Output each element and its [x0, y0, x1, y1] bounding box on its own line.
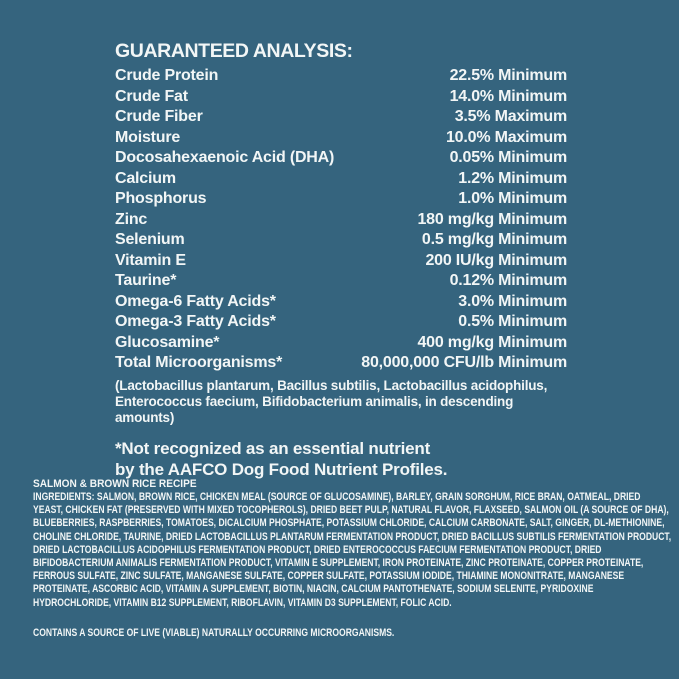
analysis-table — [115, 66, 567, 374]
ingredients-section — [33, 477, 672, 640]
nutrient-value: 80,000,000 CFU/lb Minimum — [361, 354, 567, 371]
nutrient-label: Moisture — [115, 128, 181, 146]
nutrient-value: 0.5 mg/kg Minimum — [421, 231, 567, 248]
nutrient-label: Crude Protein — [115, 67, 219, 84]
analysis-row — [115, 251, 567, 272]
analysis-row — [115, 333, 567, 354]
analysis-row — [115, 210, 567, 231]
nutrient-value: 1.0% Minimum — [458, 190, 567, 207]
nutrient-value: 14.0% Minimum — [449, 87, 567, 105]
nutrient-value: 0.12% Minimum — [449, 272, 567, 289]
nutrient-value: 1.2% Minimum — [458, 169, 567, 187]
nutrient-label: Docosahexaenoic Acid (DHA) — [115, 149, 335, 166]
nutrient-label: Crude Fat — [115, 87, 188, 105]
nutrient-value: 22.5% Minimum — [449, 67, 567, 84]
nutrient-label: Taurine* — [115, 272, 177, 289]
ingredients-paragraph — [33, 491, 672, 610]
nutrient-value: 0.05% Minimum — [449, 149, 567, 166]
analysis-row — [115, 169, 567, 190]
nutrient-value: 180 mg/kg Minimum — [417, 210, 567, 228]
nutrient-label: Omega-3 Fatty Acids* — [115, 313, 276, 330]
analysis-row — [115, 271, 567, 292]
ingredients-line: INGREDIENTS: SALMON, BROWN RICE, CHICKEN MEAL (SOURCE OF GLUCOSAMINE), BARLEY, GRAIN SORGHUM, RICE BRAN, OATMEAL, DRIED — [33, 491, 641, 503]
analysis-row — [115, 128, 567, 149]
microorganism-species-note-line: (Lactobacillus plantarum, Bacillus subtilis, Lactobacillus acidophilus, — [115, 377, 548, 393]
nutrient-value: 200 IU/kg Minimum — [425, 251, 567, 269]
nutrient-label: Total Microorganisms* — [115, 354, 283, 371]
analysis-row — [115, 107, 567, 128]
ingredients-line: FERROUS SULFATE, ZINC SULFATE, MANGANESE SULFATE, COPPER SULFATE, POTASSIUM IODIDE, THIAMINE MONONITRATE, MANGANESE — [33, 570, 625, 583]
nutrient-value: 3.0% Minimum — [458, 292, 567, 310]
nutrient-label: Selenium — [115, 231, 185, 248]
nutrient-label: Omega-6 Fatty Acids* — [115, 292, 276, 310]
analysis-row — [115, 230, 567, 251]
analysis-row — [115, 66, 567, 87]
nutrient-value: 0.5% Minimum — [458, 313, 567, 330]
guaranteed-analysis-section — [115, 40, 567, 481]
ingredients-line: CHOLINE CHLORIDE, TAURINE, DRIED LACTOBACILLUS PLANTARUM FERMENTATION PRODUCT, DRIED BACILLUS SUBTILIS FERMENTATION PRODUCT, — [33, 530, 672, 543]
ingredients-line: DRIED LACTOBACILLUS ACIDOPHILUS FERMENTATION PRODUCT, DRIED ENTEROCOCCUS FAECIUM FERMENTATION PRODUCT, DRIED — [33, 543, 602, 556]
ingredients-line: HYDROCHLORIDE, VITAMIN B12 SUPPLEMENT, RIBOFLAVIN, VITAMIN D3 SUPPLEMENT, FOLIC ACID. — [33, 596, 452, 609]
microorganism-species-note — [115, 378, 567, 426]
aafco-footnote-line: *Not recognized as an essential nutrient — [115, 438, 431, 458]
nutrient-label: Zinc — [115, 210, 148, 228]
guaranteed-analysis-heading: GUARANTEED ANALYSIS: — [115, 40, 353, 62]
aafco-footnote-line: by the AAFCO Dog Food Nutrient Profiles. — [115, 460, 448, 479]
analysis-row — [115, 353, 567, 374]
nutrient-value: 400 mg/kg Minimum — [417, 333, 567, 351]
nutrient-label: Vitamin E — [115, 251, 186, 269]
ingredients-line: PROTEINATE, ASCORBIC ACID, VITAMIN A SUPPLEMENT, BIOTIN, NIACIN, CALCIUM PANTOTHENATE, SODIUM SELENITE, PYRIDOXINE — [33, 583, 594, 596]
nutrient-value: 3.5% Maximum — [454, 108, 567, 125]
nutrient-label: Phosphorus — [115, 190, 207, 207]
analysis-row — [115, 87, 567, 108]
ingredients-line: BLUEBERRIES, RASPBERRIES, TOMATOES, DICALCIUM PHOSPHATE, POTASSIUM CHLORIDE, CALCIUM CARBONATE, SALT, GINGER, DL-METHIONINE, — [33, 517, 665, 530]
microorganism-species-note-line: Enterococcus faecium, Bifidobacterium animalis, in descending amounts) — [115, 393, 514, 425]
nutrient-label: Glucosamine* — [115, 333, 220, 351]
ingredients-line: BIFIDOBACTERIUM ANIMALIS FERMENTATION PRODUCT, VITAMIN E SUPPLEMENT, IRON PROTEINATE, ZINC PROTEINATE, COPPER PROTEINATE, — [33, 557, 644, 570]
aafco-footnote — [115, 438, 567, 481]
nutrient-label: Crude Fiber — [115, 108, 203, 125]
analysis-row — [115, 189, 567, 210]
analysis-row — [115, 292, 567, 313]
ingredients-line: YEAST, CHICKEN FAT (PRESERVED WITH MIXED TOCOPHEROLS), DRIED BEET PULP, NATURAL FLAVOR, FLAXSEED, SALMON OIL (A SOURCE OF DHA), — [33, 504, 669, 517]
analysis-row — [115, 148, 567, 169]
nutrient-value: 10.0% Maximum — [445, 128, 567, 146]
live-microorganisms-note: CONTAINS A SOURCE OF LIVE (VIABLE) NATURALLY OCCURRING MICROORGANISMS. — [33, 626, 395, 639]
recipe-title: SALMON & BROWN RICE RECIPE — [33, 478, 197, 490]
nutrient-label: Calcium — [115, 169, 176, 187]
analysis-row — [115, 312, 567, 333]
